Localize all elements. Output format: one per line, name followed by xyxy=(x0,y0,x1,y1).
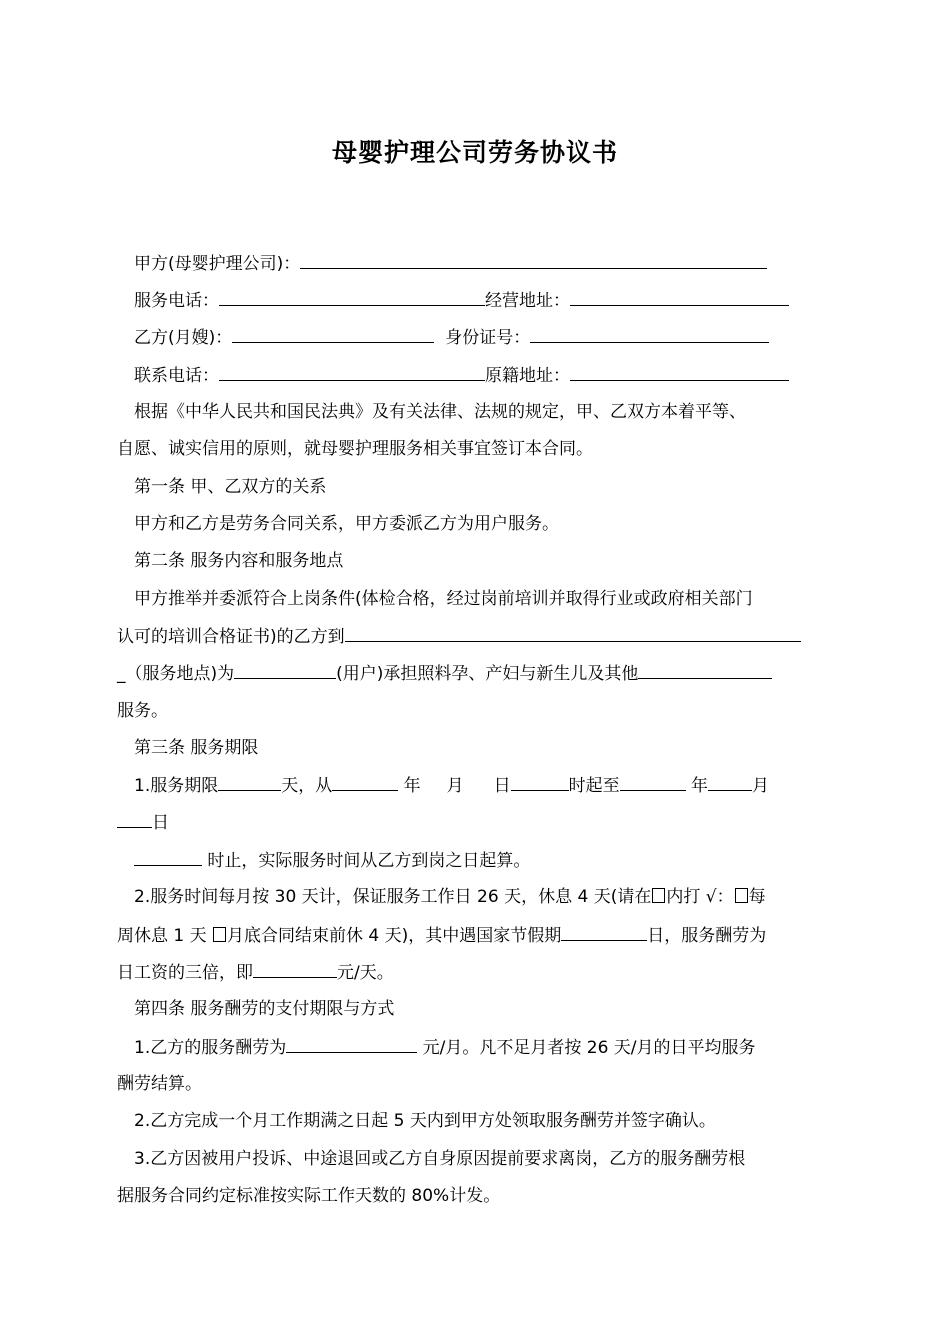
end-year-label: 年 xyxy=(685,776,709,796)
contact-phone-label: 联系电话： xyxy=(134,366,219,386)
other-service-blank[interactable] xyxy=(638,663,772,679)
business-address-blank[interactable] xyxy=(570,290,789,306)
monthly-pay-line-2: 酬劳结算。 xyxy=(117,1074,202,1094)
monthly-pay-line xyxy=(134,1037,756,1058)
service-time-line-2 xyxy=(117,925,766,946)
checkbox-icon[interactable] xyxy=(652,888,665,903)
early-leave-line-2: 据服务合同约定标准按实际工作天数的 80%计发。 xyxy=(117,1186,501,1206)
start-hour-blank[interactable] xyxy=(511,775,569,791)
end-day-label: 日 xyxy=(152,813,169,833)
start-day-label: 日 xyxy=(493,776,511,796)
article-2-line-4: 服务。 xyxy=(117,701,168,721)
party-a-line xyxy=(134,253,767,274)
business-address-label: 经营地址： xyxy=(485,291,570,311)
service-location-label: _（服务地点)为 xyxy=(117,664,235,684)
service-time-line-1 xyxy=(134,887,766,907)
start-year-blank[interactable] xyxy=(332,775,398,791)
early-leave-line-1: 3.乙方因被用户投诉、中途退回或乙方自身原因提前要求离岗，乙方的服务酬劳根 xyxy=(134,1149,746,1169)
days-from-text: 天，从 xyxy=(281,776,333,796)
party-a-blank[interactable] xyxy=(300,253,767,269)
triple-wage-text: 日工资的三倍，即 xyxy=(117,963,253,983)
end-year-blank[interactable] xyxy=(620,775,686,791)
article-1-text: 甲方和乙方是劳务合同关系，甲方委派乙方为用户服务。 xyxy=(134,514,559,534)
article-4-heading: 第四条 服务酬劳的支付期限与方式 xyxy=(134,999,395,1019)
pay-collection-line: 2.乙方完成一个月工作期满之日起 5 天内到甲方处领取服务酬劳并签字确认。 xyxy=(134,1111,716,1131)
month-end-rest-checkbox[interactable] xyxy=(213,927,226,942)
monthly-pay-blank[interactable] xyxy=(286,1037,417,1053)
service-period-label: 1.服务期限 xyxy=(134,776,219,796)
weekly-rest-checkbox[interactable] xyxy=(735,888,748,903)
preamble-line-2: 自愿、诚实信用的原则，就母婴护理服务相关事宜签订本合同。 xyxy=(117,439,593,459)
end-hour-text: 时止，实际服务时间从乙方到岗之日起算。 xyxy=(202,851,531,871)
monthly-pay-text: 元/月。凡不足月者按 26 天/月的日平均服务 xyxy=(417,1038,756,1058)
article-3-heading: 第三条 服务期限 xyxy=(134,738,259,758)
start-to-text: 时起至 xyxy=(568,776,620,796)
holiday-pay-text: 日，服务酬劳为 xyxy=(647,926,767,946)
party-b-label: 乙方(月嫂)： xyxy=(134,328,233,348)
article-2-line-3 xyxy=(117,663,772,684)
article-2-line-2-text: 认可的培训合格证书)的乙方到 xyxy=(117,627,345,647)
party-b-blank[interactable] xyxy=(232,327,434,343)
service-time-text: 2.服务时间每月按 30 天计，保证服务工作日 26 天，休息 4 天(请在 xyxy=(134,887,652,907)
native-address-label: 原籍地址： xyxy=(485,366,570,386)
care-scope-text: (用户)承担照料孕、产妇与新生儿及其他 xyxy=(336,664,639,684)
service-phone-label: 服务电话： xyxy=(134,291,219,311)
id-number-label: 身份证号： xyxy=(445,328,531,348)
service-period-day-line xyxy=(117,812,169,833)
weekly-rest-label-a: 每 xyxy=(748,887,766,907)
checkbox-instruction: 内打 √： xyxy=(666,887,734,907)
contact-native-line xyxy=(134,365,789,386)
start-month-label: 月 xyxy=(446,776,464,796)
article-2-heading: 第二条 服务内容和服务地点 xyxy=(134,551,344,571)
client-blank[interactable] xyxy=(234,663,336,679)
preamble-line-1: 根据《中华人民共和国民法典》及有关法律、法规的规定，甲、乙双方本着平等、 xyxy=(134,402,746,422)
service-period-end-line xyxy=(134,850,530,871)
service-time-line-3 xyxy=(117,962,394,983)
party-b-line xyxy=(134,327,769,348)
phone-address-line xyxy=(134,290,789,311)
monthly-pay-label: 1.乙方的服务酬劳为 xyxy=(134,1038,287,1058)
document-title: 母婴护理公司劳务协议书 xyxy=(331,138,618,167)
article-1-heading: 第一条 甲、乙双方的关系 xyxy=(134,477,327,497)
article-2-line-1: 甲方推举并委派符合上岗条件(体检合格，经过岗前培训并取得行业或政府相关部门 xyxy=(134,589,753,609)
id-number-blank[interactable] xyxy=(530,327,769,343)
end-day-blank[interactable] xyxy=(117,812,152,828)
days-blank[interactable] xyxy=(218,775,281,791)
service-phone-blank[interactable] xyxy=(219,290,485,306)
native-address-blank[interactable] xyxy=(570,365,789,381)
end-hour-blank[interactable] xyxy=(134,850,202,866)
article-2-line-2 xyxy=(117,626,801,647)
service-period-line xyxy=(134,775,769,796)
end-month-label: 月 xyxy=(752,776,770,796)
contact-phone-blank[interactable] xyxy=(219,365,485,381)
party-a-label: 甲方(母婴护理公司)： xyxy=(134,254,301,274)
weekly-rest-label-b: 周休息 1 天 xyxy=(117,926,213,946)
service-location-blank[interactable] xyxy=(345,626,801,642)
month-end-rest-label: 月底合同结束前休 4 天)，其中遇国家节假期 xyxy=(227,926,562,946)
holiday-days-blank[interactable] xyxy=(561,925,647,941)
daily-rate-unit: 元/天。 xyxy=(337,963,394,983)
daily-rate-blank[interactable] xyxy=(253,962,337,978)
start-year-label: 年 xyxy=(398,776,421,796)
end-month-blank[interactable] xyxy=(708,775,752,791)
